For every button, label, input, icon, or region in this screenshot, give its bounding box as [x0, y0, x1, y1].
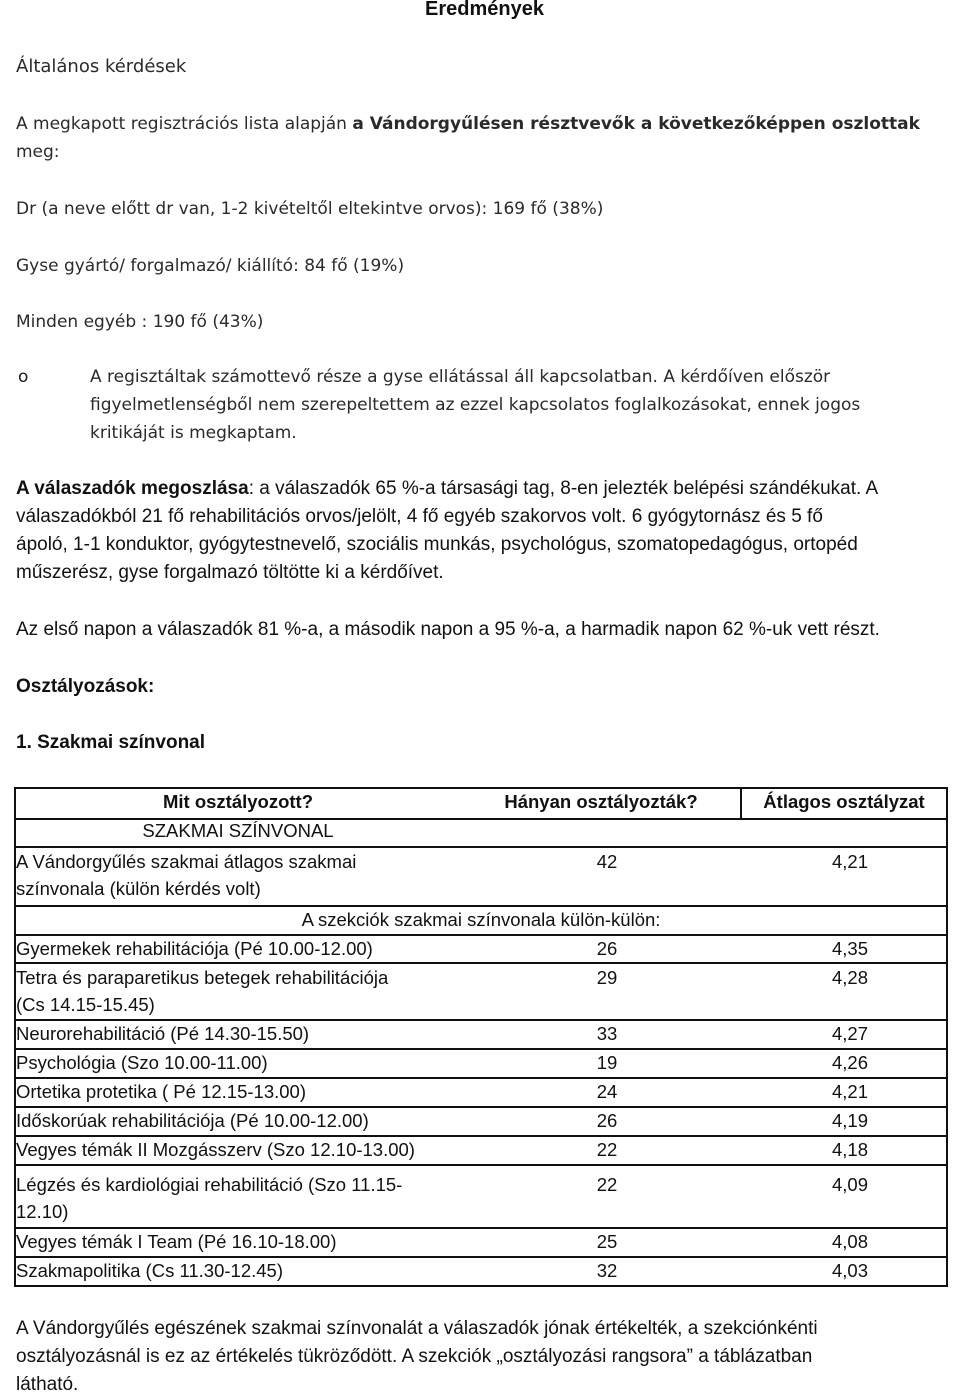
row-label: Ortetika protetika ( Pé 12.15-13.00)	[16, 1081, 306, 1102]
respondents-line-2: válaszadókból 21 fő rehabilitációs orvos/jelölt, 4 fő egyéb szakorvos volt. 6 gyógytornász és 5 fő	[16, 506, 823, 527]
row-average: 4,19	[831, 1110, 868, 1131]
row-count: 33	[596, 1023, 618, 1044]
row-average: 4,09	[831, 1174, 868, 1195]
overall-average: 4,21	[831, 851, 868, 872]
closing-line-1: A Vándorgyűlés egészének szakmai színvonalát a válaszadók jónak értékelték, a szekciónkénti	[16, 1318, 818, 1339]
row-average: 4,35	[831, 938, 868, 959]
row-count: 26	[596, 938, 618, 959]
sections-heading: A szekciók szakmai színvonala külön-külön:	[301, 909, 661, 930]
row-label: Vegyes témák II Mozgásszerv (Szo 12.10-13.00)	[16, 1139, 415, 1160]
row-label: Psychológia (Szo 10.00-11.00)	[16, 1052, 268, 1073]
row-label: Neurorehabilitáció (Pé 14.30-15.50)	[16, 1023, 310, 1044]
respondents-line-1-rest: : a válaszadók 65 %-a társasági tag, 8-en jelezték belépési szándékukat. A	[248, 478, 879, 499]
row-count: 29	[596, 967, 618, 988]
stat-doctors: Dr (a neve előtt dr van, 1-2 kivételtől eltekintve orvos): 169 fő (38%)	[16, 199, 604, 219]
respondents-label: A válaszadók megoszlása	[16, 478, 249, 499]
row-label: Gyermekek rehabilitációja (Pé 10.00-12.00)	[16, 938, 373, 959]
intro-line-2: meg:	[16, 142, 60, 162]
row-average: 4,28	[831, 967, 868, 988]
row-average: 4,27	[831, 1023, 868, 1044]
respondents-line-3: ápoló, 1-1 konduktor, gyógytestnevelő, szociális munkás, psychológus, szomatopedagógus, ortopéd	[16, 534, 858, 555]
row-count: 25	[596, 1231, 618, 1252]
grades-heading: Osztályozások:	[16, 676, 155, 697]
bullet-marker: o	[18, 367, 29, 387]
row-label: Időskorúak rehabilitációja (Pé 10.00-12.00)	[16, 1110, 369, 1131]
row-average: 4,26	[831, 1052, 868, 1073]
intro-prefix: A megkapott regisztrációs lista alapján	[16, 114, 353, 134]
row-count: 32	[596, 1260, 618, 1281]
row-count: 22	[596, 1139, 618, 1160]
overall-label-line-1: A Vándorgyűlés szakmai átlagos szakmai	[16, 851, 357, 872]
closing-line-3: látható.	[16, 1374, 79, 1395]
row-count: 24	[596, 1081, 618, 1102]
subheading-professional-level: 1. Szakmai színvonal	[16, 732, 206, 753]
stat-other: Minden egyéb : 190 fő (43%)	[16, 312, 264, 332]
closing-line-2: osztályozásnál is ez az értékelés tükröződött. A szekciók „osztályozási rangsora” a táblázatban	[16, 1346, 813, 1367]
row-average: 4,03	[831, 1260, 868, 1281]
overall-label-line-2: színvonala (külön kérdés volt)	[16, 878, 261, 899]
row-average: 4,08	[831, 1231, 868, 1252]
row-label: Szakmapolitika (Cs 11.30-12.45)	[16, 1260, 284, 1281]
row-average: 4,18	[831, 1139, 868, 1160]
respondents-line-4: műszerész, gyse forgalmazó töltötte ki a kérdőívet.	[16, 562, 444, 583]
row-label: Légzés és kardiológiai rehabilitáció (Szo 11.15-	[16, 1174, 403, 1195]
row-average: 4,21	[831, 1081, 868, 1102]
intro-line-1	[16, 114, 920, 134]
bullet-line-2: figyelmetlenségből nem szerepeltettem az ezzel kapcsolatos foglalkozásokat, ennek jogos	[90, 395, 861, 415]
table-header-count: Hányan osztályozták?	[504, 791, 698, 812]
section-heading-general: Általános kérdések	[16, 56, 187, 77]
row-label: Tetra és paraparetikus betegek rehabilitációja	[16, 967, 389, 988]
stat-manufacturers: Gyse gyártó/ forgalmazó/ kiállító: 84 fő (19%)	[16, 256, 405, 276]
page-title: Eredmények	[425, 0, 544, 20]
row-label-continued: (Cs 14.15-15.45)	[16, 994, 155, 1015]
bullet-line-3: kritikáját is megkaptam.	[90, 423, 297, 443]
row-count: 19	[596, 1052, 618, 1073]
respondents-line-1	[16, 478, 878, 500]
intro-emphasis: a Vándorgyűlésen résztvevők a következőképpen oszlottak	[352, 114, 920, 134]
row-label-continued: 12.10)	[16, 1201, 69, 1222]
row-count: 22	[596, 1174, 618, 1195]
table-header-subject: Mit osztályozott?	[162, 791, 314, 812]
attendance-text: Az első napon a válaszadók 81 %-a, a második napon a 95 %-a, a harmadik napon 62 %-uk vett részt.	[16, 619, 880, 640]
table-group-label: SZAKMAI SZÍNVONAL	[142, 820, 334, 841]
overall-count: 42	[596, 851, 618, 872]
row-count: 26	[596, 1110, 618, 1131]
row-label: Vegyes témák I Team (Pé 16.10-18.00)	[16, 1231, 337, 1252]
table-header-average: Átlagos osztályzat	[763, 791, 925, 812]
bullet-line-1: A regisztáltak számottevő része a gyse ellátással áll kapcsolatban. A kérdőíven először	[90, 367, 831, 387]
